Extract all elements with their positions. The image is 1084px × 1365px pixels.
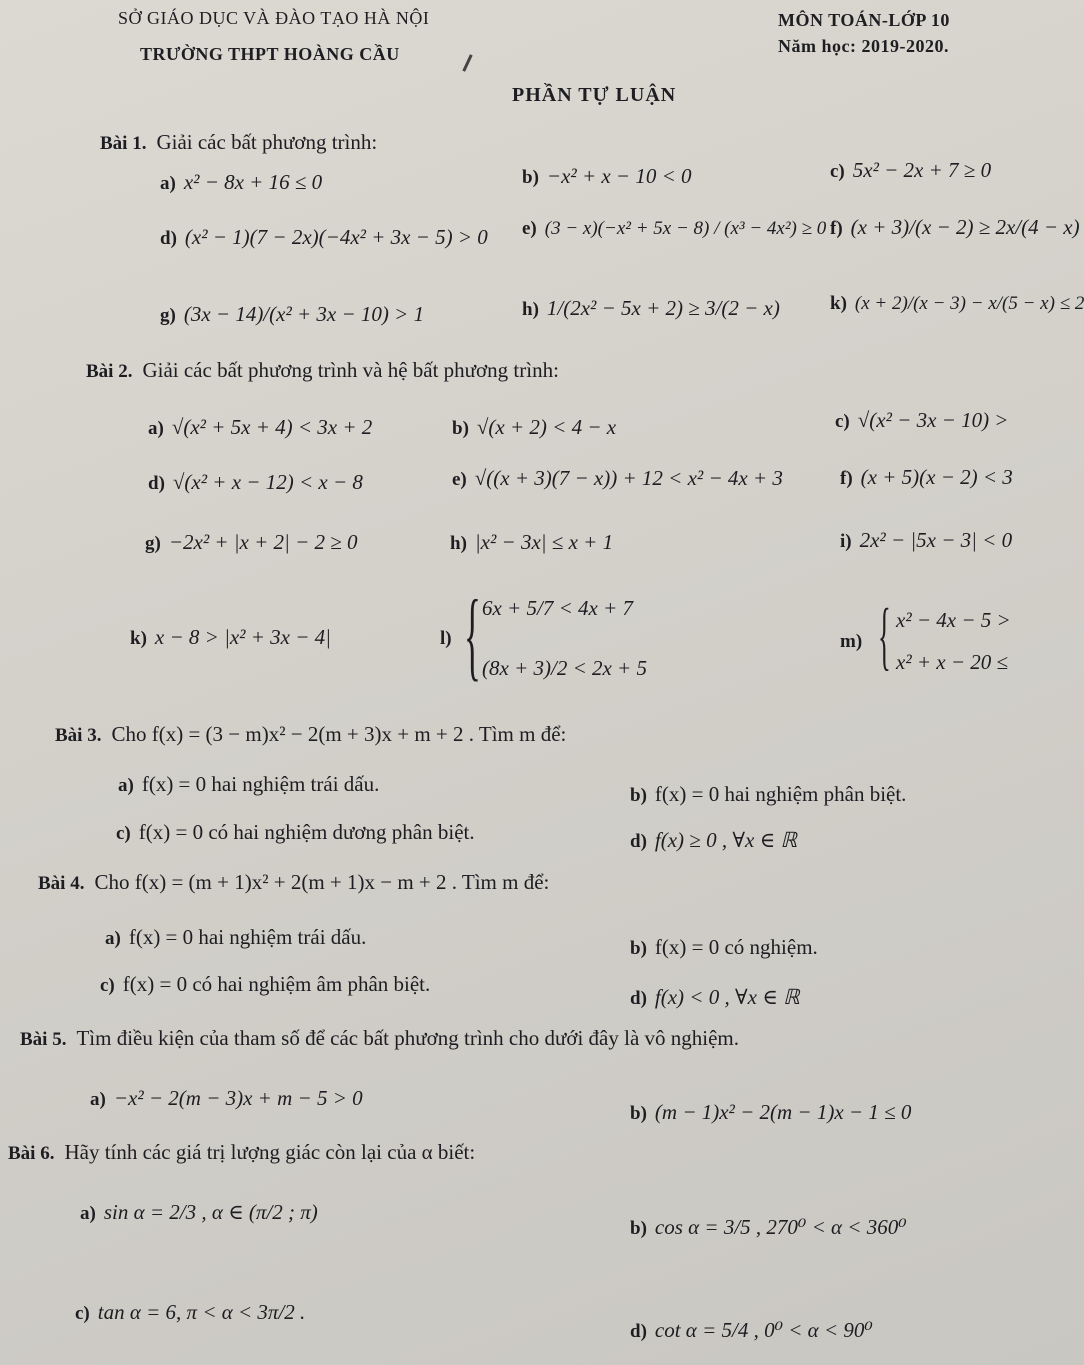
bai3-item-d: d) f(x) ≥ 0 , ∀x ∈ ℝ: [630, 828, 797, 852]
bai1-item-d: d) (x² − 1)(7 − 2x)(−4x² + 3x − 5) > 0: [160, 225, 488, 249]
bai4-item-d: d) f(x) < 0 , ∀x ∈ ℝ: [630, 985, 800, 1009]
bai3-item-b: b) f(x) = 0 hai nghiệm phân biệt.: [630, 782, 907, 806]
bai1-item-a: a) x² − 8x + 16 ≤ 0: [160, 170, 323, 194]
bai2-item-l-label: l): [440, 628, 452, 649]
bai2-item-m-label: m): [840, 631, 863, 652]
bai3-prompt: Cho f(x) = (3 − m)x² − 2(m + 3)x + m + 2 . Tìm m để:: [111, 722, 567, 746]
bai2-item-l-eq2: (8x + 3)/2 < 2x + 5: [482, 656, 647, 680]
brace-m: {: [878, 594, 891, 678]
bai6-item-c: c) tan α = 6, π < α < 3π/2 .: [75, 1300, 306, 1324]
bai2-item-a: a) √(x² + 5x + 4) < 3x + 2: [148, 415, 373, 439]
bai5-prompt: Tìm điều kiện của tham số để các bất phương trình cho dưới đây là vô nghiệm.: [76, 1026, 740, 1050]
bai2-item-c: c) √(x² − 3x − 10) >: [835, 408, 1009, 432]
bai2-item-i: i) 2x² − |5x − 3| < 0: [840, 528, 1013, 552]
bai2-item-m-eq1: x² − 4x − 5 >: [896, 608, 1011, 632]
bai6-prompt: Hãy tính các giá trị lượng giác còn lại của α biết:: [64, 1140, 476, 1164]
section-title: PHẦN TỰ LUẬN: [512, 84, 677, 106]
bai6-item-a: a) sin α = 2/3 , α ∈ (π/2 ; π): [80, 1200, 318, 1224]
bai6-label: Bài 6.: [8, 1143, 55, 1164]
bai1-item-b: b) −x² + x − 10 < 0: [522, 164, 692, 188]
school-year: Năm học: 2019-2020.: [778, 36, 949, 56]
bai2-item-d: d) √(x² + x − 12) < x − 8: [148, 470, 363, 494]
bai3-label: Bài 3.: [55, 725, 102, 746]
brace-l: {: [464, 579, 481, 690]
bai4-heading: [38, 870, 549, 895]
bai2-item-g: g) −2x² + |x + 2| − 2 ≥ 0: [145, 530, 358, 554]
bai5-item-a: a) −x² − 2(m − 3)x + m − 5 > 0: [90, 1086, 363, 1110]
bai2-item-k: k) x − 8 > |x² + 3x − 4|: [130, 625, 331, 649]
bai4-label: Bài 4.: [38, 873, 85, 894]
bai4-item-a: a) f(x) = 0 hai nghiệm trái dấu.: [105, 925, 367, 949]
bai2-item-b: b) √(x + 2) < 4 − x: [452, 415, 617, 439]
bai2-prompt: Giải các bất phương trình và hệ bất phương trình:: [142, 358, 559, 382]
bai1-heading: [100, 130, 377, 155]
bai2-item-f: f) (x + 5)(x − 2) < 3: [840, 465, 1013, 489]
bai2-item-m-eq2: x² + x − 20 ≤: [896, 650, 1009, 674]
bai2-heading: [86, 358, 559, 383]
bai1-item-f: f) (x + 3)/(x − 2) ≥ 2x/(4 − x): [830, 215, 1080, 239]
subject-heading: MÔN TOÁN-LỚP 10: [778, 10, 950, 30]
bai2-item-e: e) √((x + 3)(7 − x)) + 12 < x² − 4x + 3: [452, 466, 783, 490]
bai2-label: Bài 2.: [86, 361, 133, 382]
department-heading: SỞ GIÁO DỤC VÀ ĐÀO TẠO HÀ NỘI: [118, 8, 430, 28]
bai5-label: Bài 5.: [20, 1029, 67, 1050]
bai1-item-k: k) (x + 2)/(x − 3) − x/(5 − x) ≤ 2: [830, 293, 1084, 314]
bai4-item-b: b) f(x) = 0 có nghiệm.: [630, 935, 818, 959]
bai6-item-d: d) cot α = 5/4 , 0⁰ < α < 90⁰: [630, 1318, 873, 1342]
bai4-prompt: Cho f(x) = (m + 1)x² + 2(m + 1)x − m + 2 . Tìm m để:: [94, 870, 550, 894]
bai5-heading: [20, 1026, 739, 1051]
bai1-item-c: c) 5x² − 2x + 7 ≥ 0: [830, 158, 992, 182]
bai3-item-a: a) f(x) = 0 hai nghiệm trái dấu.: [118, 772, 380, 796]
bai1-item-g: g) (3x − 14)/(x² + 3x − 10) > 1: [160, 302, 425, 326]
bai2-item-h: h) |x² − 3x| ≤ x + 1: [450, 530, 614, 554]
bai6-item-b: b) cos α = 3/5 , 270⁰ < α < 360⁰: [630, 1215, 907, 1239]
bai3-heading: [55, 722, 566, 747]
bai6-heading: [8, 1140, 475, 1165]
bai1-label: Bài 1.: [100, 133, 147, 154]
school-heading: TRƯỜNG THPT HOÀNG CẦU: [140, 44, 400, 64]
bai2-item-l-eq1: 6x + 5/7 < 4x + 7: [482, 596, 633, 620]
bai3-item-c: c) f(x) = 0 có hai nghiệm dương phân biệt.: [116, 820, 475, 844]
pen-mark: [462, 54, 472, 72]
bai1-item-h: h) 1/(2x² − 5x + 2) ≥ 3/(2 − x): [522, 296, 780, 320]
bai5-item-b: b) (m − 1)x² − 2(m − 1)x − 1 ≤ 0: [630, 1100, 912, 1124]
bai4-item-c: c) f(x) = 0 có hai nghiệm âm phân biệt.: [100, 972, 431, 996]
bai1-prompt: Giải các bất phương trình:: [156, 130, 378, 154]
bai1-item-e: e) (3 − x)(−x² + 5x − 8) / (x³ − 4x²) ≥ 0: [522, 218, 827, 239]
